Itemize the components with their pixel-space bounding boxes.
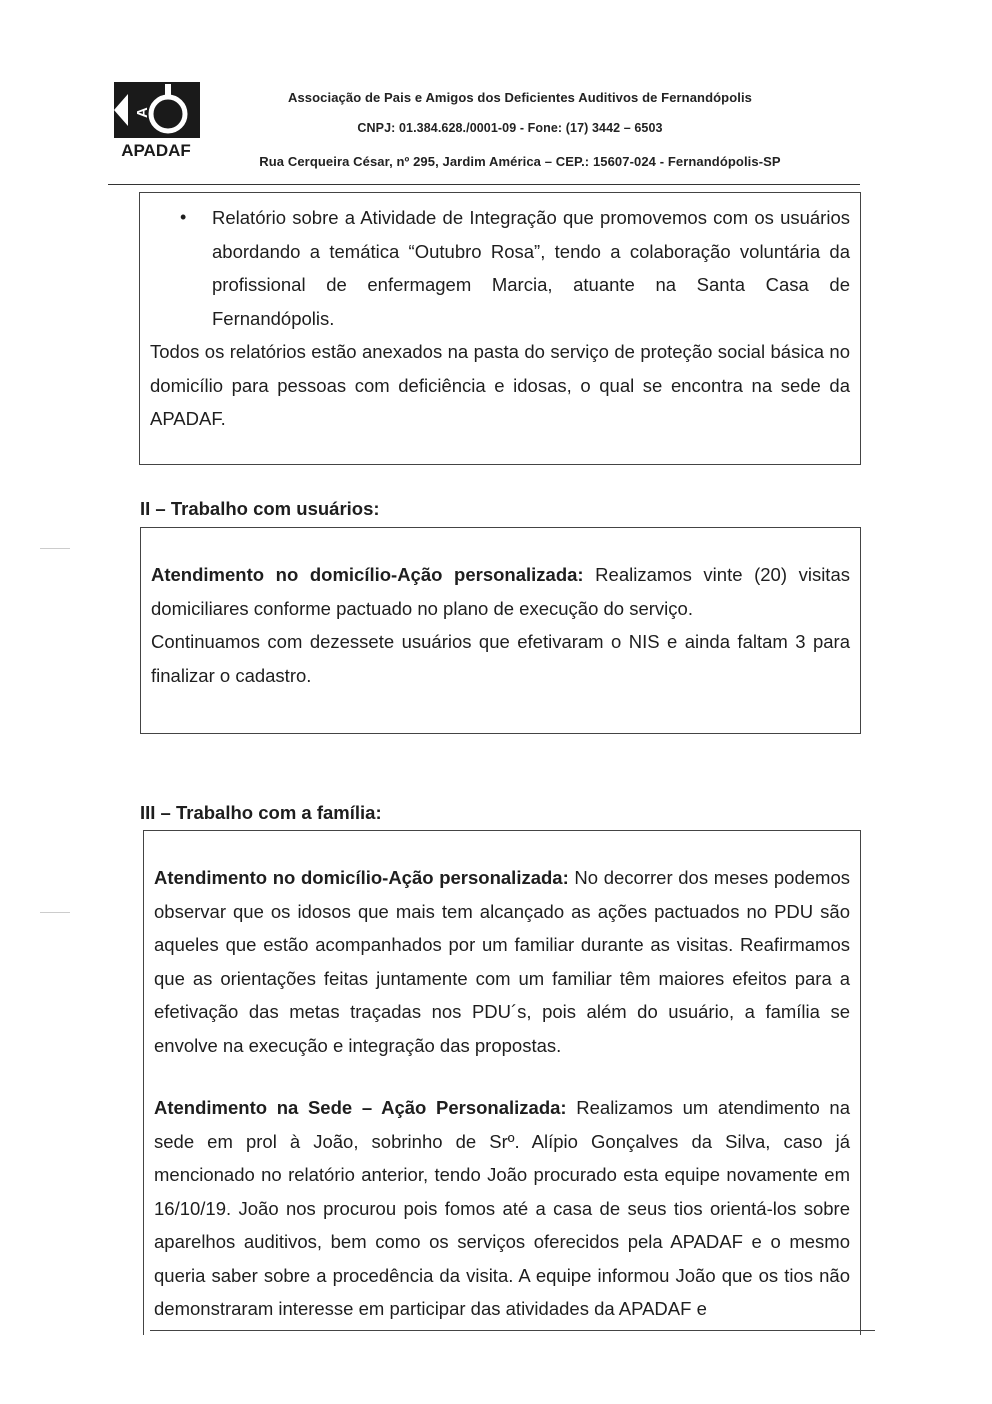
address: Rua Cerqueira César, nº 295, Jardim América – CEP.: 15607-024 - Fernandópolis-SP	[259, 154, 781, 169]
logo-letter: A	[134, 107, 151, 118]
organization-name: Associação de Pais e Amigos dos Deficientes Auditivos de Fernandópolis	[287, 90, 753, 105]
users-paragraph-2: Continuamos com dezessete usuários que efetivaram o NIS e ainda faltam 3 para finalizar o cadastro.	[151, 631, 850, 686]
family-office-paragraph	[154, 1091, 850, 1326]
reports-note: Todos os relatórios estão anexados na pasta do serviço de proteção social básica no domicílio para pessoas com deficiência e idosas, o qual se encontra na sede da APADAF.	[150, 341, 850, 429]
users-text: Realizamos vinte (20) visitas domiciliares conforme pactuado no plano de execução do serviço.	[151, 564, 850, 619]
apadaf-logo	[108, 80, 204, 160]
header-divider	[108, 184, 860, 185]
family-home-paragraph	[154, 861, 850, 1062]
apadaf-logo-icon	[108, 80, 204, 160]
bullet-text: Relatório sobre a Atividade de Integração que promovemos com os usuários abordando a temática “Outubro Rosa”, tendo a colaboração voluntária da profissional de enfermagem Marcia, atuante na Santa Casa de Fernandópolis.	[212, 207, 850, 329]
family-box	[143, 830, 861, 1335]
activity-report-box	[139, 192, 861, 465]
family-office-text: Realizamos um atendimento na sede em prol à João, sobrinho de Srº. Alípio Gonçalves da Silva, caso já mencionado no relatório anterior, tendo João procurado esta equipe novamente em 16/10/19. João nos procurou pois fomos até a casa de seus tios orientá-los sobre aparelhos auditivos, bem como os serviços oferecidos pela APADAF e o mesmo queria saber sobre a procedência da visita. A equipe informou João que os tios não demonstraram interesse em participar das atividades da APADAF e	[154, 1097, 850, 1319]
cnpj-phone: CNPJ: 01.384.628./0001-09 - Fone: (17) 3442 – 6503	[357, 121, 663, 135]
scan-mark	[40, 548, 70, 549]
bullet-item	[150, 201, 850, 335]
users-paragraph	[151, 558, 850, 625]
section-heading-family: III – Trabalho com a família:	[140, 802, 382, 823]
family-office-lead: Atendimento na Sede – Ação Personalizada:	[154, 1097, 567, 1118]
family-home-lead: Atendimento no domicílio-Ação personalizada:	[154, 867, 569, 888]
users-box	[140, 527, 861, 734]
section-heading-users: II – Trabalho com usuários:	[140, 498, 380, 519]
bullet-marker: •	[180, 207, 187, 227]
users-lead: Atendimento no domicílio-Ação personalizada:	[151, 564, 584, 585]
family-home-text: No decorrer dos meses podemos observar que os idosos que mais tem alcançado as ações pactuados no PDU são aqueles que estão acompanhados por um familiar durante as visitas. Reafirmamos que as orientações feitas juntamente com um familiar têm maiores efeitos para a efetivação das metas traçadas nos PDU´s, pois além do usuário, a família se envolve na execução e integração das propostas.	[154, 867, 850, 1056]
scan-mark	[40, 912, 70, 913]
bottom-rule	[150, 1330, 875, 1331]
logo-text: APADAF	[121, 141, 191, 160]
